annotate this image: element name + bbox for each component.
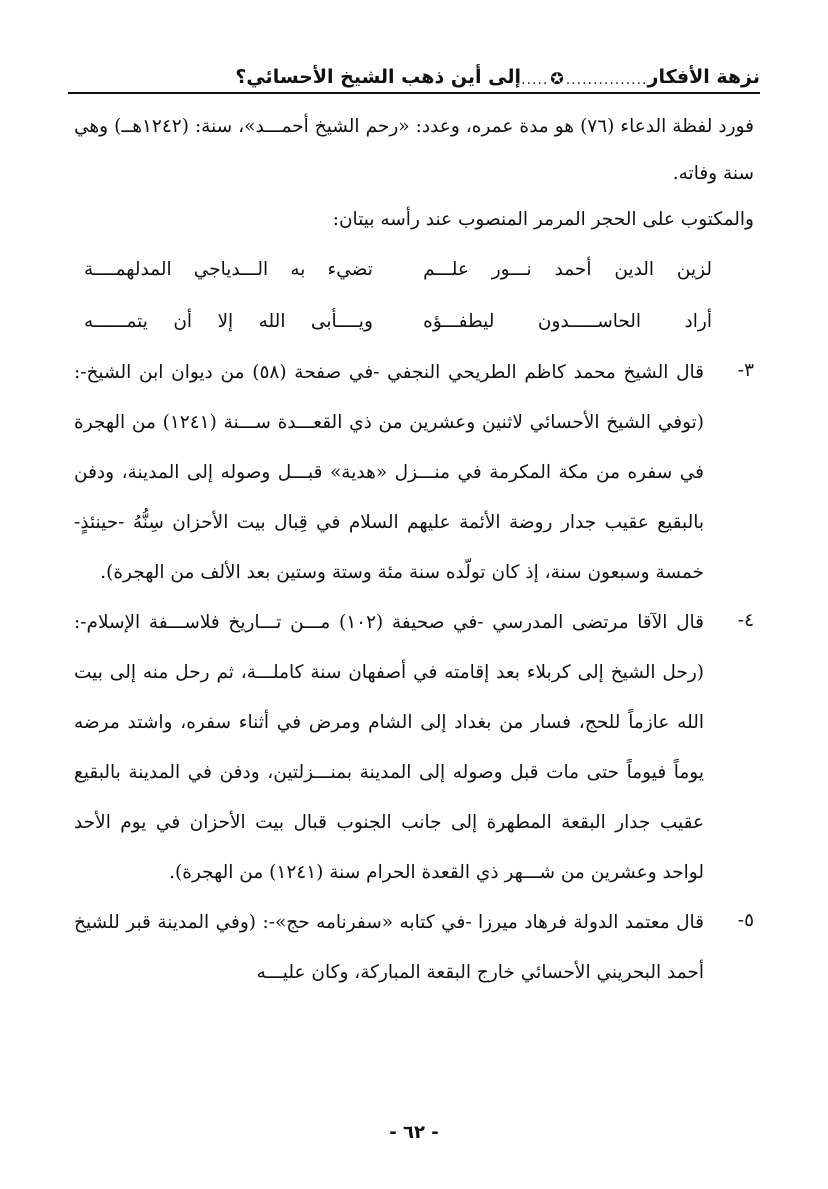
page-body	[74, 104, 754, 998]
header-divider	[68, 92, 760, 94]
item-text: قال معتمد الدولة فرهاد ميرزا -في كتابه «سفرنامه حج»-: (وفي المدينة قبر للشيخ أحمد البحريني الأحسائي خارج البقعة المباركة، وكان عليـــه	[74, 911, 704, 983]
item-number: ٣-	[737, 359, 754, 381]
header-leader-dots-short: .....	[521, 72, 549, 88]
paragraph: فورد لفظة الدعاء (٧٦) هو مدة عمره، وعدد: «رحم الشيخ أحمـــد»، سنة: (١٢٤٢هــ) وهي سنة وفاته.	[74, 116, 754, 184]
poem	[74, 244, 754, 348]
running-header	[68, 52, 760, 88]
chapter-title: إلى أين ذهب الشيخ الأحسائي؟	[235, 66, 522, 88]
verse-first-hemistich: لزين الدين أحمد نـــور علـــم	[423, 258, 712, 280]
paragraph: والمكتوب على الحجر المرمر المنصوب عند رأسه بيتان:	[332, 209, 754, 230]
header-leader-dots: ...............	[565, 72, 648, 88]
poem-verse	[74, 296, 754, 348]
star-ornament-icon: ✪	[550, 69, 564, 88]
numbered-item	[74, 348, 754, 598]
item-number: ٥-	[737, 909, 754, 931]
book-title: نزهة الأفكار	[647, 66, 760, 88]
page-number: - ٦٢ -	[389, 1122, 439, 1143]
verse-first-hemistich: أراد الحاســـــدون ليطفـــؤه	[423, 310, 712, 332]
item-number: ٤-	[737, 609, 754, 631]
poem-verse	[74, 244, 754, 296]
verse-second-hemistich: تضيء به الـــدياجي المدلهمــــة	[84, 258, 373, 280]
item-text: قال الآقا مرتضى المدرسي -في صحيفة (١٠٢) مـــن تـــاريخ فلاســـفة الإسلام-: (رحل الشيخ إلى كربلاء بعد إقامته في أصفهان سنة كاملـــة، ثم رحل منه إلى بيت الله عازماً للحج، فسار من بغداد إلى الشام ومرض في أثناء سفره، واشتد مرضه يوماً فيوماً حتى مات قبل وصوله إلى المدينة بمنـــزلتين، ودفن في المدينة بالبقيع عقيب جدار البقعة المطهرة إلى جانب الجنوب قبال بيت الأحزان في يوم الأحد لواحد وعشرين من شـــهر ذي القعدة الحرام سنة (١٢٤١) من الهجرة).	[74, 611, 704, 883]
numbered-item	[74, 598, 754, 898]
item-text: قال الشيخ محمد كاظم الطريحي النجفي -في صفحة (٥٨) من ديوان ابن الشيخ-: (توفي الشيخ الأحسائي لاثنين وعشرين من ذي القعـــدة ســـنة (١٢٤١) من الهجرة في سفره من مكة المكرمة في منـــزل «هدية» قبـــل وصوله إلى المدينة، ودفن بالبقيع عقيب جدار روضة الأئمة عليهم السلام في قِبال بيت الأحزان سِنُّهُ -حينئذٍ- خمسة وسبعون سنة، إذ كان تولّده سنة مئة وستة وستين بعد الألف من الهجرة).	[74, 361, 705, 583]
verse-second-hemistich: ويــــأبى الله إلا أن يتمــــــه	[84, 310, 373, 332]
numbered-item	[74, 898, 754, 998]
